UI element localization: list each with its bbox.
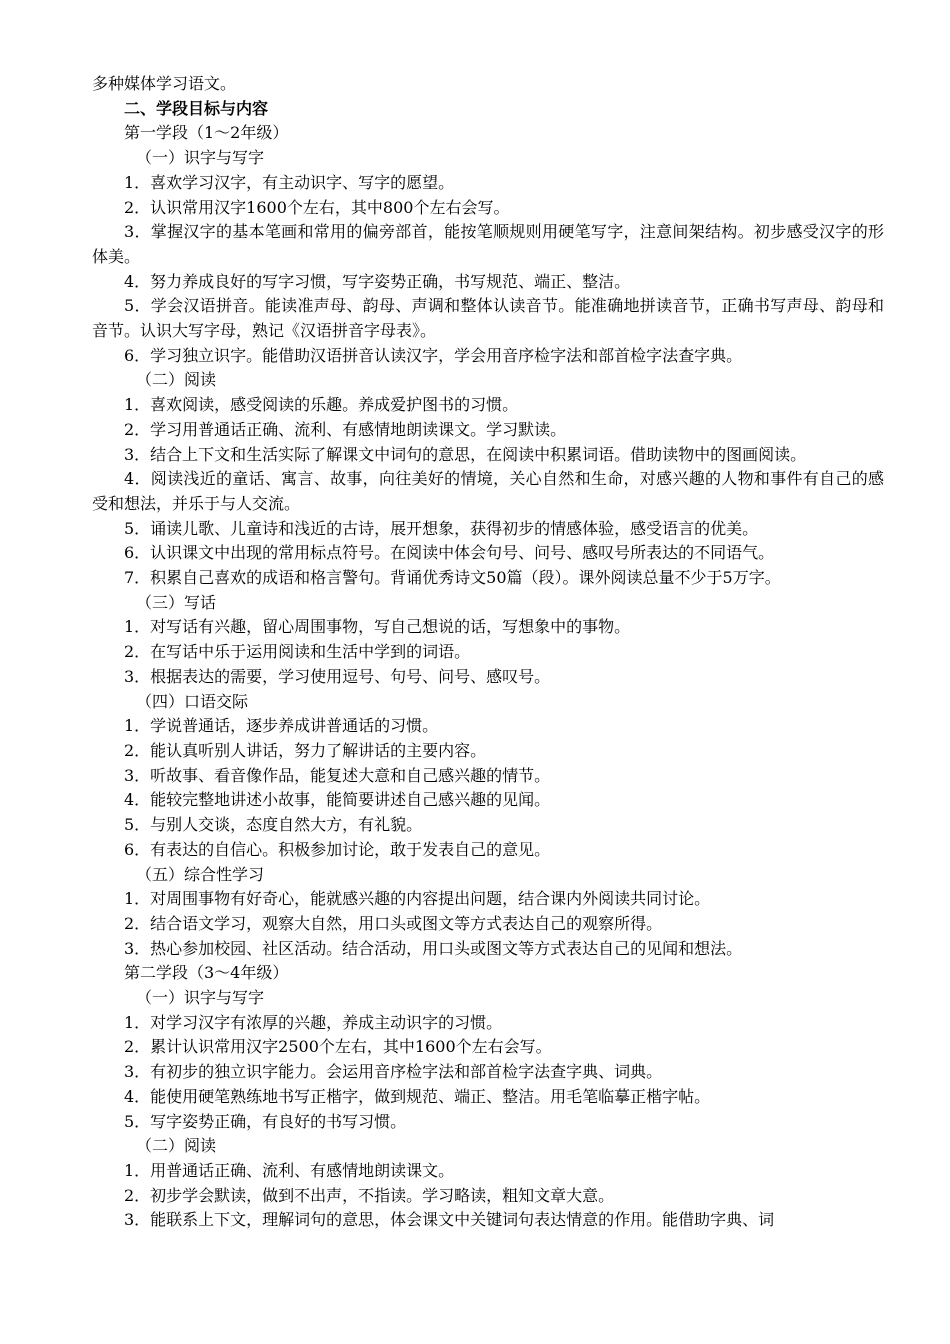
paragraph-line: 3．能联系上下文，理解词句的意思，体会课文中关键词句表达情意的作用。能借助字典、词 xyxy=(124,1210,775,1230)
paragraph-line: 4．能使用硬笔熟练地书写正楷字，做到规范、端正、整洁。用毛笔临摹正楷字帖。 xyxy=(124,1086,711,1106)
paragraph-line: 5．写字姿势正确，有良好的书写习惯。 xyxy=(124,1111,407,1131)
paragraph-line: 多种媒体学习语文。 xyxy=(92,74,237,93)
paragraph-line: （一）识字与写字 xyxy=(136,148,265,168)
paragraph-line: 6．学习独立识字。能借助汉语拼音认读汉字，学会用音序检字法和部首检字法查字典。 xyxy=(124,345,743,365)
paragraph-line: 2．在写话中乐于运用阅读和生活中学到的词语。 xyxy=(124,642,471,662)
paragraph-line: 1．喜欢阅读，感受阅读的乐趣。养成爱护图书的习惯。 xyxy=(124,395,519,415)
paragraph-line: 1．对学习汉字有浓厚的兴趣，养成主动识字的习惯。 xyxy=(124,1012,503,1032)
document-page xyxy=(92,72,884,1233)
paragraph-line: （二）阅读 xyxy=(136,370,217,390)
paragraph-line: 4．阅读浅近的童话、寓言、故事，向往美好的情境，关心自然和生命，对感兴趣的人物和事件有自己的感受和想法，并乐于与人交流。 xyxy=(92,469,884,513)
paragraph-line: 2．学习用普通话正确、流利、有感情地朗读课文。学习默读。 xyxy=(124,419,567,439)
paragraph-line: 4．努力养成良好的写字习惯，写字姿势正确，书写规范、端正、整洁。 xyxy=(124,271,631,291)
paragraph-line: 5．诵读儿歌、儿童诗和浅近的古诗，展开想象，获得初步的情感体验，感受语言的优美。 xyxy=(124,518,759,538)
paragraph-line: （二）阅读 xyxy=(136,1136,217,1156)
paragraph-line: 1．学说普通话，逐步养成讲普通话的习惯。 xyxy=(124,716,439,736)
paragraph-line: 1．对写话有兴趣，留心周围事物，写自己想说的话，写想象中的事物。 xyxy=(124,617,631,637)
paragraph-line: 3．根据表达的需要，学习使用逗号、句号、问号、感叹号。 xyxy=(124,666,551,686)
paragraph-line: 3．热心参加校园、社区活动。结合活动，用口头或图文等方式表达自己的见闻和想法。 xyxy=(124,938,743,958)
paragraph-line: （四）口语交际 xyxy=(136,691,249,711)
paragraph-line: （一）识字与写字 xyxy=(136,988,265,1008)
paragraph-line: （三）写话 xyxy=(136,592,217,612)
paragraph-line: 2．累计认识常用汉字2500个左右，其中1600个左右会写。 xyxy=(124,1037,552,1057)
paragraph-line: 5．学会汉语拼音。能读准声母、韵母、声调和整体认读音节。能准确地拼读音节，正确书写声母、韵母和音节。认识大写字母，熟记《汉语拼音字母表》。 xyxy=(92,296,884,341)
paragraph-line: 2．结合语文学习，观察大自然，用口头或图文等方式表达自己的观察所得。 xyxy=(124,913,663,933)
paragraph-line: 第一学段（1～2年级） xyxy=(124,123,289,143)
paragraph-line: 2．认识常用汉字1600个左右，其中800个左右会写。 xyxy=(124,197,510,217)
paragraph-line: 6．认识课文中出现的常用标点符号。在阅读中体会句号、问号、感叹号所表达的不同语气。 xyxy=(124,543,775,563)
paragraph-line: 1．用普通话正确、流利、有感情地朗读课文。 xyxy=(124,1160,455,1180)
paragraph-line: 第二学段（3～4年级） xyxy=(124,963,289,983)
paragraph-line: 3．掌握汉字的基本笔画和常用的偏旁部首，能按笔顺规则用硬笔写字，注意间架结构。初步感受汉字的形体美。 xyxy=(92,222,884,266)
paragraph-line: 7．积累自己喜欢的成语和格言警句。背诵优秀诗文50篇（段）。课外阅读总量不少于5万字。 xyxy=(124,568,781,588)
paragraph-line: 1．喜欢学习汉字，有主动识字、写字的愿望。 xyxy=(124,172,455,192)
paragraph-line: 3．有初步的独立识字能力。会运用音序检字法和部首检字法查字典、词典。 xyxy=(124,1062,663,1082)
paragraph-line: 3．听故事、看音像作品，能复述大意和自己感兴趣的情节。 xyxy=(124,765,551,785)
paragraph-line: 5．与别人交谈，态度自然大方，有礼貌。 xyxy=(124,815,423,835)
paragraph-line: 3．结合上下文和生活实际了解课文中词句的意思，在阅读中积累词语。借助读物中的图画阅读。 xyxy=(124,444,807,464)
paragraph-line: 1．对周围事物有好奇心，能就感兴趣的内容提出问题，结合课内外阅读共同讨论。 xyxy=(124,889,711,909)
paragraph-line: 2．初步学会默读，做到不出声，不指读。学习略读，粗知文章大意。 xyxy=(124,1185,615,1205)
paragraph-line: 2．能认真听别人讲话，努力了解讲话的主要内容。 xyxy=(124,740,487,760)
paragraph-line: 二、学段目标与内容 xyxy=(124,98,269,118)
paragraph-line: （五）综合性学习 xyxy=(136,864,265,884)
paragraph-line: 4．能较完整地讲述小故事，能简要讲述自己感兴趣的见闻。 xyxy=(124,790,551,810)
paragraph-line: 6．有表达的自信心。积极参加讨论，敢于发表自己的意见。 xyxy=(124,839,551,859)
